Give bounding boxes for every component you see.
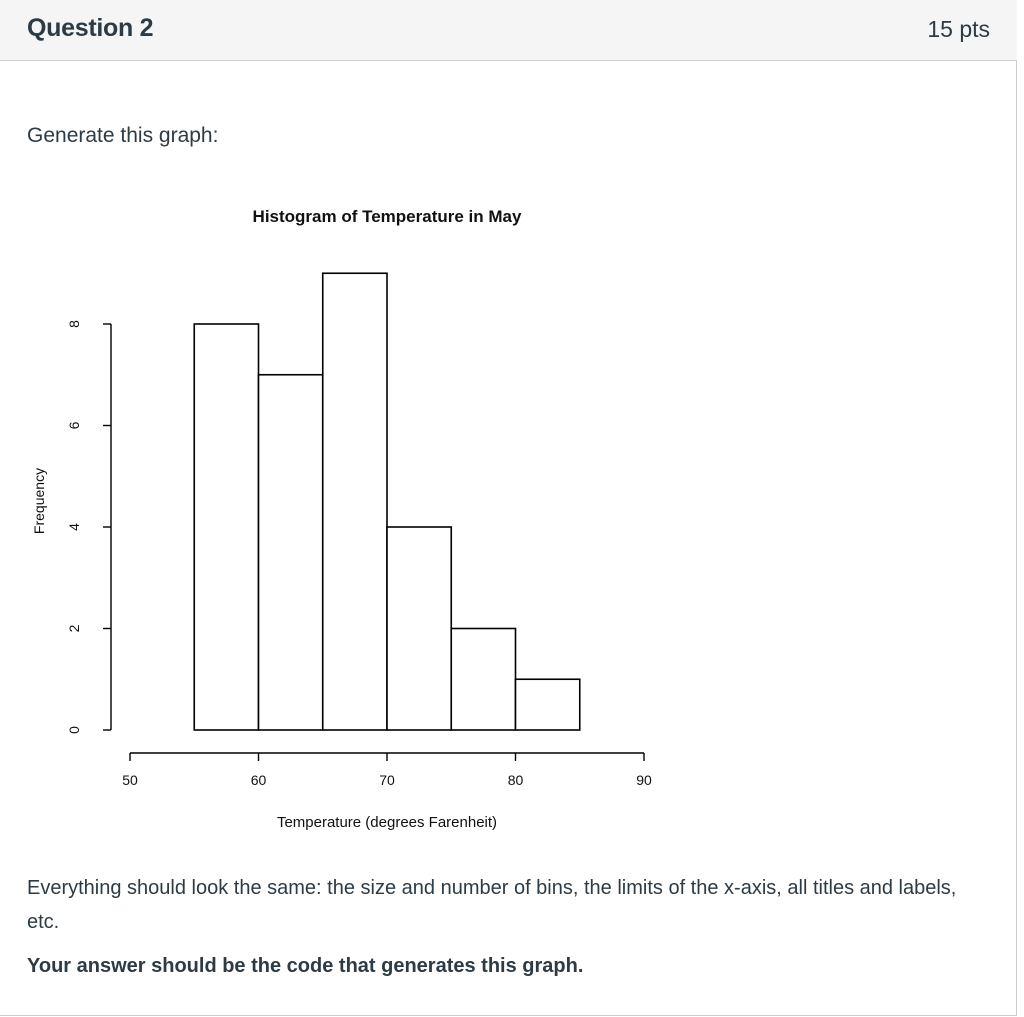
question-header: [0, 0, 1017, 61]
x-axis: [122, 753, 652, 788]
y-tick-label-8: 8: [66, 320, 82, 328]
chart-title: Histogram of Temperature in May: [252, 207, 522, 226]
histogram-bar-5: [451, 629, 515, 731]
y-tick-label-2: 2: [66, 624, 82, 633]
x-tick-label-90: 90: [636, 772, 652, 788]
x-tick-label-80: 80: [507, 772, 524, 788]
question-instructions: Everything should look the same: the size and number of bins, the limits of the x-axis, all titles and labels, etc.: [27, 877, 957, 933]
histogram-bar-6: [516, 679, 580, 730]
x-axis-label: Temperature (degrees Farenheit): [276, 814, 498, 831]
histogram-bar-4: [387, 527, 451, 730]
histogram-bar-2: [259, 375, 323, 730]
y-tick-label-4: 4: [66, 523, 82, 531]
question-points: 15 pts: [927, 16, 990, 42]
y-tick-label-6: 6: [66, 421, 82, 430]
question-title: Question 2: [27, 14, 154, 42]
histogram-bar-1: [194, 324, 258, 730]
histogram-bars: [194, 273, 580, 730]
x-tick-label-60: 60: [250, 772, 267, 788]
y-tick-label-0: 0: [66, 726, 82, 734]
y-axis-label: Frequency: [31, 467, 47, 535]
y-axis: [66, 320, 111, 734]
question-note: Your answer should be the code that generates this graph.: [27, 955, 584, 977]
x-tick-label-70: 70: [379, 772, 395, 788]
histogram-chart: [0, 190, 700, 850]
histogram-bar-3: [323, 273, 387, 730]
question-prompt: Generate this graph:: [27, 124, 219, 147]
x-tick-label-50: 50: [122, 772, 138, 788]
